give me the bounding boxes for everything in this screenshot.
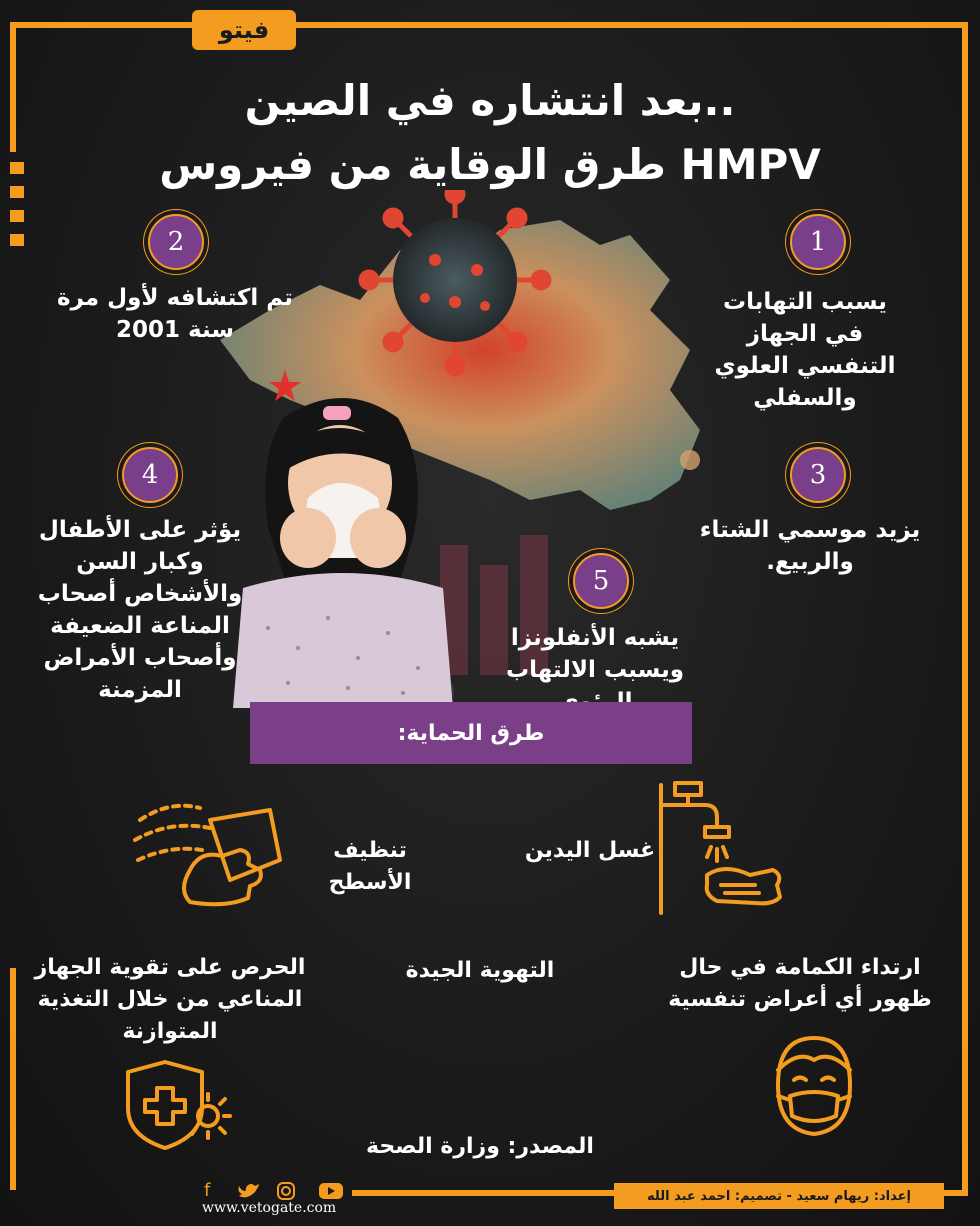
facebook-icon[interactable]: f — [204, 1180, 211, 1201]
frame-dash — [10, 210, 24, 222]
twitter-icon[interactable] — [237, 1182, 261, 1200]
fact-number-2: 2 — [148, 214, 204, 270]
sneezing-child-image — [228, 388, 458, 708]
instagram-icon[interactable] — [276, 1181, 296, 1201]
protection-heading: طرق الحماية: — [250, 702, 692, 764]
protection-item-immunity: الحرص على تقوية الجهاز المناعي من خلال التغذية المتوازنة — [34, 955, 306, 1044]
hand-wash-icon — [655, 775, 795, 920]
title-line-2: طرق الوقاية من فيروس HMPV — [159, 140, 821, 189]
frame-dash — [10, 162, 24, 174]
website-link[interactable]: www.vetogate.com — [202, 1200, 337, 1216]
frame-line — [10, 22, 16, 152]
protection-item-clean-surfaces: تنظيف الأسطح — [328, 838, 412, 895]
cleaning-surface-icon — [130, 790, 290, 920]
fact-text-4: يؤثر على الأطفال وكبار السن والأشخاص أصحاب المناعة الضعيفة وأصحاب الأمراض المزمنة — [37, 517, 243, 703]
fact-number-1: 1 — [790, 214, 846, 270]
source-text: المصدر: وزارة الصحة — [366, 1134, 594, 1159]
fact-number-5: 5 — [573, 553, 629, 609]
frame-dash — [10, 234, 24, 246]
fact-text-3: يزيد موسمي الشتاء والربيع. — [699, 517, 921, 575]
youtube-icon[interactable] — [318, 1181, 344, 1201]
protection-item-mask: ارتداء الكمامة في حال ظهور أي أعراض تنفسية — [668, 955, 932, 1012]
immunity-shield-icon — [120, 1056, 240, 1152]
logo: فيتو — [192, 10, 296, 50]
title-line-1: بعد انتشاره في الصين.. — [244, 76, 736, 125]
fact-text-1: يسبب التهابات في الجهاز التنفسي العلوي والسفلي — [714, 289, 896, 411]
fact-number-4: 4 — [122, 447, 178, 503]
protection-item-handwash: غسل اليدين — [524, 838, 656, 863]
protection-item-ventilation: التهوية الجيدة — [405, 958, 555, 983]
fact-text-2: تم اكتشافه لأول مرة سنة 2001 — [57, 285, 293, 343]
frame-line — [10, 968, 16, 1190]
fact-text-5: يشبه الأنفلونزا ويسبب الالتهاب — [505, 625, 685, 683]
credits-bar: إعداد: ريهام سعيد - تصميم: احمد عبد الله — [614, 1183, 944, 1209]
frame-line — [10, 22, 196, 28]
frame-line — [962, 22, 968, 1190]
frame-dash — [10, 186, 24, 198]
face-mask-icon — [768, 1030, 860, 1140]
frame-line — [296, 22, 968, 28]
fact-number-3: 3 — [790, 447, 846, 503]
